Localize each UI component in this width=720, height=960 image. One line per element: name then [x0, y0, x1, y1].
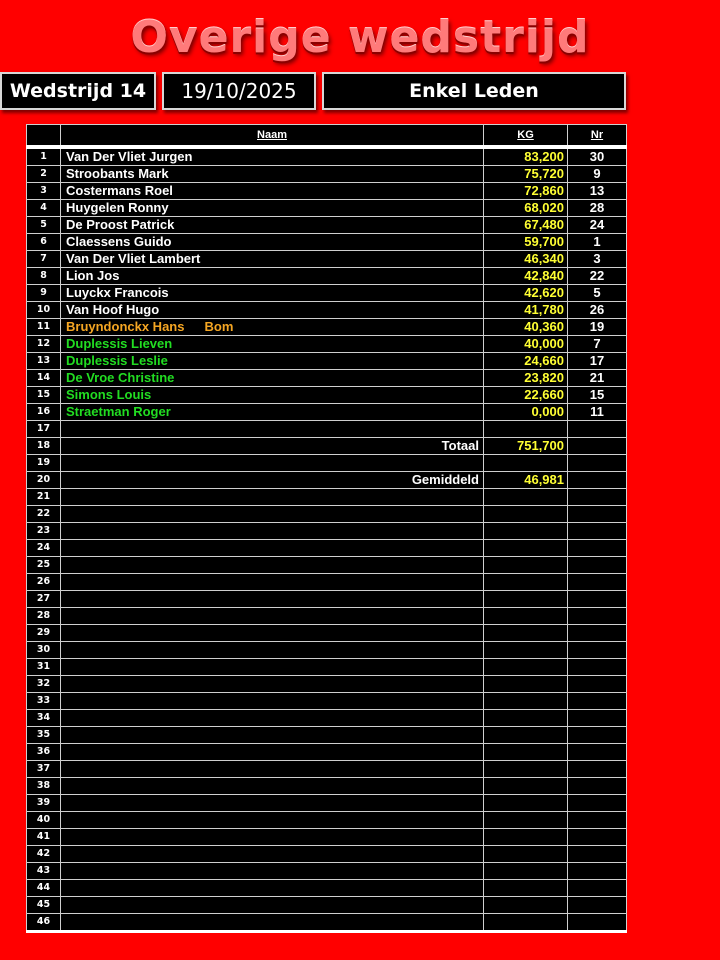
table-row — [27, 726, 627, 743]
empty-cell — [61, 420, 484, 437]
wedstrijd-label: Wedstrijd 14 — [0, 72, 156, 110]
angler-number: 30 — [568, 147, 627, 166]
empty-cell — [568, 828, 627, 845]
empty-cell — [484, 777, 568, 794]
angler-name-cell — [61, 369, 484, 386]
empty-cell — [568, 896, 627, 913]
empty-cell — [61, 828, 484, 845]
empty-cell — [568, 556, 627, 573]
row-index: 40 — [27, 811, 61, 828]
empty-cell — [568, 573, 627, 590]
weight-kg: 24,660 — [484, 352, 568, 369]
average-row — [27, 471, 627, 488]
table-row — [27, 233, 627, 250]
table-row — [27, 352, 627, 369]
row-index: 14 — [27, 369, 61, 386]
empty-cell — [568, 777, 627, 794]
weight-kg: 40,360 — [484, 318, 568, 335]
table-row — [27, 182, 627, 199]
weight-kg: 68,020 — [484, 199, 568, 216]
empty-cell — [484, 573, 568, 590]
angler-name-cell — [61, 284, 484, 301]
row-index: 27 — [27, 590, 61, 607]
table-row — [27, 692, 627, 709]
empty-cell — [568, 488, 627, 505]
row-index: 5 — [27, 216, 61, 233]
empty-cell — [568, 692, 627, 709]
empty-cell — [484, 539, 568, 556]
empty-cell — [568, 454, 627, 471]
empty-cell — [568, 539, 627, 556]
average-row-label: Gemiddeld — [61, 471, 484, 488]
table-row — [27, 760, 627, 777]
row-index: 29 — [27, 624, 61, 641]
table-row — [27, 522, 627, 539]
weight-kg: 72,860 — [484, 182, 568, 199]
table-row — [27, 403, 627, 420]
row-index: 13 — [27, 352, 61, 369]
angler-number: 28 — [568, 199, 627, 216]
empty-cell — [484, 488, 568, 505]
row-index: 21 — [27, 488, 61, 505]
empty-cell — [484, 454, 568, 471]
row-index: 30 — [27, 641, 61, 658]
angler-name-cell — [61, 386, 484, 403]
empty-cell — [484, 913, 568, 931]
table-row — [27, 794, 627, 811]
table-row — [27, 913, 627, 931]
angler-name-cell — [61, 318, 484, 335]
empty-cell — [568, 675, 627, 692]
row-index: 28 — [27, 607, 61, 624]
name-header: Naam — [61, 125, 484, 147]
empty-cell — [568, 862, 627, 879]
table-row — [27, 147, 627, 166]
row-index: 25 — [27, 556, 61, 573]
angler-number: 22 — [568, 267, 627, 284]
angler-name: Van Hoof Hugo — [66, 301, 160, 317]
table-row — [27, 301, 627, 318]
row-index: 44 — [27, 879, 61, 896]
empty-cell — [568, 658, 627, 675]
category-label: Enkel Leden — [322, 72, 626, 110]
row-index: 18 — [27, 437, 61, 454]
total-row-value: 751,700 — [484, 437, 568, 454]
empty-cell — [568, 760, 627, 777]
angler-name: Bruyndonckx Hans — [66, 318, 185, 334]
row-index: 12 — [27, 335, 61, 352]
table-row — [27, 505, 627, 522]
empty-cell — [568, 437, 627, 454]
empty-cell — [484, 658, 568, 675]
empty-cell — [484, 709, 568, 726]
angler-name-cell — [61, 199, 484, 216]
row-index: 43 — [27, 862, 61, 879]
row-index: 38 — [27, 777, 61, 794]
empty-cell — [61, 522, 484, 539]
date-label: 19/10/2025 — [162, 72, 316, 110]
weight-kg: 46,340 — [484, 250, 568, 267]
row-index: 26 — [27, 573, 61, 590]
empty-cell — [61, 913, 484, 931]
row-index: 1 — [27, 147, 61, 166]
table-row — [27, 267, 627, 284]
empty-cell — [61, 539, 484, 556]
angler-number: 17 — [568, 352, 627, 369]
empty-cell — [568, 709, 627, 726]
table-row — [27, 624, 627, 641]
empty-cell — [61, 573, 484, 590]
angler-name: Stroobants Mark — [66, 165, 169, 181]
table-row — [27, 811, 627, 828]
empty-cell — [568, 913, 627, 931]
angler-number: 15 — [568, 386, 627, 403]
empty-cell — [568, 811, 627, 828]
empty-cell — [61, 641, 484, 658]
empty-cell — [61, 505, 484, 522]
empty-cell — [568, 505, 627, 522]
row-index: 7 — [27, 250, 61, 267]
angler-name: Huygelen Ronny — [66, 199, 169, 215]
angler-name: Costermans Roel — [66, 182, 173, 198]
angler-number: 9 — [568, 165, 627, 182]
angler-name: Lion Jos — [66, 267, 120, 283]
row-index: 22 — [27, 505, 61, 522]
row-index: 35 — [27, 726, 61, 743]
table-row — [27, 573, 627, 590]
table-row — [27, 539, 627, 556]
table-row — [27, 828, 627, 845]
empty-cell — [568, 471, 627, 488]
angler-note: Bom — [204, 318, 234, 334]
total-row — [27, 437, 627, 454]
angler-name: Luyckx Francois — [66, 284, 169, 300]
empty-cell — [568, 624, 627, 641]
row-index: 24 — [27, 539, 61, 556]
row-index: 16 — [27, 403, 61, 420]
index-header — [27, 125, 61, 147]
table-row — [27, 590, 627, 607]
row-index: 3 — [27, 182, 61, 199]
page-title: Overige wedstrijd — [130, 12, 590, 63]
kg-header: KG — [484, 125, 568, 147]
empty-cell — [484, 420, 568, 437]
empty-cell — [61, 709, 484, 726]
row-index: 20 — [27, 471, 61, 488]
empty-cell — [568, 726, 627, 743]
empty-cell — [61, 590, 484, 607]
empty-cell — [61, 454, 484, 471]
empty-cell — [484, 811, 568, 828]
angler-number: 3 — [568, 250, 627, 267]
row-index: 37 — [27, 760, 61, 777]
weight-kg: 42,840 — [484, 267, 568, 284]
row-index: 36 — [27, 743, 61, 760]
angler-name-cell — [61, 216, 484, 233]
empty-cell — [61, 658, 484, 675]
empty-cell — [61, 692, 484, 709]
row-index: 6 — [27, 233, 61, 250]
angler-name: Duplessis Leslie — [66, 352, 168, 368]
empty-cell — [568, 845, 627, 862]
empty-cell — [484, 641, 568, 658]
table-row — [27, 318, 627, 335]
angler-name-cell — [61, 165, 484, 182]
row-index: 23 — [27, 522, 61, 539]
empty-cell — [484, 505, 568, 522]
row-index: 32 — [27, 675, 61, 692]
empty-cell — [568, 607, 627, 624]
table-row — [27, 488, 627, 505]
angler-name-cell — [61, 147, 484, 166]
angler-number: 1 — [568, 233, 627, 250]
row-index: 17 — [27, 420, 61, 437]
angler-name: Duplessis Lieven — [66, 335, 173, 351]
weight-kg: 41,780 — [484, 301, 568, 318]
table-row — [27, 896, 627, 913]
table-row — [27, 386, 627, 403]
angler-name: De Vroe Christine — [66, 369, 175, 385]
empty-cell — [61, 675, 484, 692]
empty-cell — [484, 522, 568, 539]
weight-kg: 83,200 — [484, 147, 568, 166]
empty-cell — [61, 845, 484, 862]
weight-kg: 0,000 — [484, 403, 568, 420]
row-index: 4 — [27, 199, 61, 216]
row-index: 15 — [27, 386, 61, 403]
table-row — [27, 454, 627, 471]
empty-cell — [484, 590, 568, 607]
empty-cell — [61, 488, 484, 505]
weight-kg: 42,620 — [484, 284, 568, 301]
empty-cell — [484, 675, 568, 692]
empty-cell — [568, 590, 627, 607]
empty-cell — [484, 743, 568, 760]
empty-cell — [568, 641, 627, 658]
row-index: 31 — [27, 658, 61, 675]
table-row — [27, 641, 627, 658]
empty-cell — [61, 743, 484, 760]
angler-name-cell — [61, 335, 484, 352]
empty-cell — [484, 845, 568, 862]
angler-name: Claessens Guido — [66, 233, 172, 249]
row-index: 45 — [27, 896, 61, 913]
empty-cell — [568, 420, 627, 437]
empty-cell — [484, 726, 568, 743]
empty-cell — [484, 692, 568, 709]
angler-number: 24 — [568, 216, 627, 233]
table-header-row — [27, 125, 627, 147]
empty-cell — [61, 556, 484, 573]
angler-name-cell — [61, 301, 484, 318]
empty-cell — [61, 862, 484, 879]
empty-cell — [568, 522, 627, 539]
empty-cell — [568, 743, 627, 760]
row-index: 19 — [27, 454, 61, 471]
weight-kg: 75,720 — [484, 165, 568, 182]
empty-cell — [484, 896, 568, 913]
angler-name-cell — [61, 182, 484, 199]
row-index: 41 — [27, 828, 61, 845]
empty-cell — [61, 777, 484, 794]
empty-cell — [568, 794, 627, 811]
angler-number: 19 — [568, 318, 627, 335]
angler-name-cell — [61, 352, 484, 369]
table-body — [27, 147, 627, 932]
table-row — [27, 862, 627, 879]
empty-cell — [61, 811, 484, 828]
table-row — [27, 216, 627, 233]
nr-header: Nr — [568, 125, 627, 147]
table-row — [27, 420, 627, 437]
table-row — [27, 165, 627, 182]
table-row — [27, 335, 627, 352]
table-row — [27, 845, 627, 862]
angler-number: 11 — [568, 403, 627, 420]
table-row — [27, 658, 627, 675]
empty-cell — [61, 607, 484, 624]
empty-cell — [484, 862, 568, 879]
weight-kg: 23,820 — [484, 369, 568, 386]
empty-cell — [61, 794, 484, 811]
table-row — [27, 743, 627, 760]
angler-number: 13 — [568, 182, 627, 199]
table-row — [27, 199, 627, 216]
results-table — [26, 124, 626, 933]
angler-name-cell — [61, 250, 484, 267]
row-index: 46 — [27, 913, 61, 931]
row-index: 8 — [27, 267, 61, 284]
empty-cell — [484, 760, 568, 777]
table-row — [27, 607, 627, 624]
weight-kg: 67,480 — [484, 216, 568, 233]
angler-name: Straetman Roger — [66, 403, 171, 419]
table-row — [27, 556, 627, 573]
row-index: 39 — [27, 794, 61, 811]
average-row-value: 46,981 — [484, 471, 568, 488]
empty-cell — [61, 624, 484, 641]
row-index: 42 — [27, 845, 61, 862]
angler-name: De Proost Patrick — [66, 216, 175, 232]
empty-cell — [61, 879, 484, 896]
angler-number: 21 — [568, 369, 627, 386]
table-row — [27, 369, 627, 386]
empty-cell — [484, 556, 568, 573]
empty-cell — [484, 607, 568, 624]
angler-name: Van Der Vliet Lambert — [66, 250, 201, 266]
table-row — [27, 709, 627, 726]
row-index: 34 — [27, 709, 61, 726]
total-row-label: Totaal — [61, 437, 484, 454]
empty-cell — [61, 760, 484, 777]
table-row — [27, 879, 627, 896]
angler-name-cell — [61, 233, 484, 250]
angler-number: 7 — [568, 335, 627, 352]
table-row — [27, 777, 627, 794]
weight-kg: 59,700 — [484, 233, 568, 250]
empty-cell — [484, 794, 568, 811]
table-row — [27, 250, 627, 267]
empty-cell — [61, 726, 484, 743]
empty-cell — [568, 879, 627, 896]
empty-cell — [484, 879, 568, 896]
angler-number: 26 — [568, 301, 627, 318]
empty-cell — [61, 896, 484, 913]
table-row — [27, 284, 627, 301]
angler-number: 5 — [568, 284, 627, 301]
row-index: 10 — [27, 301, 61, 318]
row-index: 11 — [27, 318, 61, 335]
angler-name-cell — [61, 267, 484, 284]
weight-kg: 40,000 — [484, 335, 568, 352]
angler-name: Simons Louis — [66, 386, 152, 402]
empty-cell — [484, 828, 568, 845]
angler-name-cell — [61, 403, 484, 420]
table-row — [27, 675, 627, 692]
row-index: 2 — [27, 165, 61, 182]
row-index: 33 — [27, 692, 61, 709]
empty-cell — [484, 624, 568, 641]
angler-name: Van Der Vliet Jurgen — [66, 148, 193, 164]
weight-kg: 22,660 — [484, 386, 568, 403]
row-index: 9 — [27, 284, 61, 301]
